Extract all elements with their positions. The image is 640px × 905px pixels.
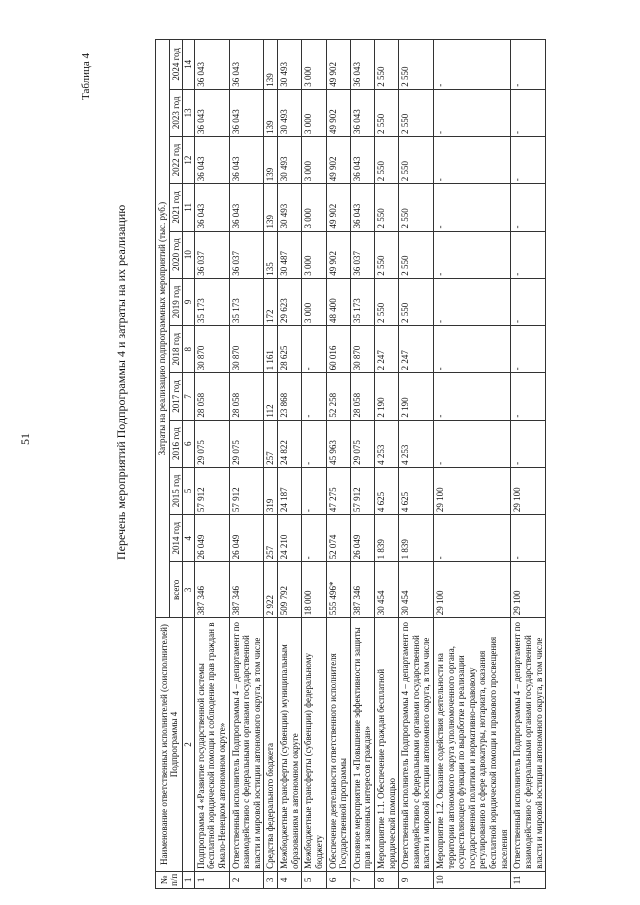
row-year-value: 319: [264, 467, 278, 514]
row-year-value: -: [434, 278, 511, 325]
row-total: 387 346: [194, 562, 229, 618]
row-year-value: 4 625: [374, 467, 398, 514]
header-year: 2016 год: [169, 420, 183, 467]
row-year-value: 29 100: [511, 467, 546, 514]
row-year-value: -: [511, 136, 546, 183]
row-year-value: -: [511, 89, 546, 136]
row-year-value: 28 625: [278, 326, 302, 373]
row-year-value: 29 075: [229, 420, 264, 467]
row-year-value: 29 100: [434, 467, 511, 514]
measures-table: [155, 39, 546, 889]
row-year-value: 35 173: [350, 278, 374, 325]
row-year-value: -: [434, 326, 511, 373]
row-total: 509 792: [278, 562, 302, 618]
row-year-value: -: [302, 326, 326, 373]
row-number: 4: [278, 871, 302, 888]
column-index: 13: [183, 89, 195, 136]
table-row: [264, 40, 278, 889]
row-year-value: 2 550: [399, 40, 434, 90]
table-row: [302, 40, 326, 889]
row-year-value: -: [434, 184, 511, 231]
row-year-value: 2 550: [399, 231, 434, 278]
row-year-value: 36 043: [194, 184, 229, 231]
column-index: 4: [183, 515, 195, 562]
row-name: Мероприятие 1.2. Оказание содействия деятельности на территории автономного округа уполномоченного органа, осуществляющего функции по выработке и реализации государственной политики и нормативно-правовому регулированию в сфере адвокатуры, нотариата, оказания бесплатной юридической помощи и правового просвещения населения: [434, 618, 511, 872]
row-year-value: 2 550: [399, 278, 434, 325]
header-total: всего: [169, 562, 183, 618]
row-year-value: 36 037: [194, 231, 229, 278]
table-row: [434, 40, 511, 889]
row-year-value: -: [511, 373, 546, 420]
row-year-value: -: [302, 420, 326, 467]
row-year-value: -: [511, 326, 546, 373]
row-year-value: 139: [264, 184, 278, 231]
column-index: 5: [183, 467, 195, 514]
header-row-1: [156, 40, 170, 889]
header-year: 2023 год: [169, 89, 183, 136]
row-year-value: 57 912: [350, 467, 374, 514]
row-year-value: 36 043: [350, 89, 374, 136]
page-number: 51: [18, 433, 32, 445]
row-number: 11: [511, 871, 546, 888]
row-total: 18 000: [302, 562, 326, 618]
row-year-value: 36 043: [350, 136, 374, 183]
row-year-value: 57 912: [229, 467, 264, 514]
row-number: 9: [399, 871, 434, 888]
row-year-value: 2 550: [374, 89, 398, 136]
column-index: 2: [183, 618, 195, 872]
row-year-value: 60 016: [326, 326, 350, 373]
row-name: Основное мероприятие 1 «Повышение эффективности защиты прав и законных интересов граждан»: [350, 618, 374, 872]
rotated-table-container: [155, 39, 555, 889]
table-row: [278, 40, 302, 889]
row-name: Средства федерального бюджета: [264, 618, 278, 872]
row-year-value: 30 493: [278, 184, 302, 231]
table-row: [350, 40, 374, 889]
row-year-value: 1 839: [374, 515, 398, 562]
table-body: [194, 40, 545, 889]
row-year-value: 2 550: [399, 184, 434, 231]
row-year-value: 24 187: [278, 467, 302, 514]
row-year-value: 4 253: [399, 420, 434, 467]
row-year-value: -: [434, 40, 511, 90]
row-year-value: 52 258: [326, 373, 350, 420]
column-index: 8: [183, 326, 195, 373]
row-name: Межбюджетные трансферты (субвенции) муниципальным образованиям в автономном округе: [278, 618, 302, 872]
row-year-value: 30 870: [194, 326, 229, 373]
row-year-value: 49 902: [326, 231, 350, 278]
row-year-value: 29 075: [350, 420, 374, 467]
row-year-value: 30 870: [229, 326, 264, 373]
row-year-value: 30 870: [350, 326, 374, 373]
header-year: 2019 год: [169, 278, 183, 325]
row-year-value: 1 161: [264, 326, 278, 373]
row-year-value: 2 247: [399, 326, 434, 373]
row-number: 6: [326, 871, 350, 888]
row-year-value: 2 550: [374, 136, 398, 183]
row-year-value: 1 839: [399, 515, 434, 562]
row-year-value: 28 058: [229, 373, 264, 420]
row-year-value: 139: [264, 136, 278, 183]
row-number: 8: [374, 871, 398, 888]
row-year-value: 26 049: [229, 515, 264, 562]
row-year-value: 28 058: [350, 373, 374, 420]
row-year-value: 139: [264, 89, 278, 136]
row-year-value: 3 000: [302, 278, 326, 325]
row-year-value: -: [511, 278, 546, 325]
row-number: 5: [302, 871, 326, 888]
row-name: Подпрограмма 4 «Развитие государственной системы бесплатной юридической помощи и соблюдение прав граждан в Ямало-Ненецком автономном округе»: [194, 618, 229, 872]
header-costs: Затраты на реализацию подпрограммных мероприятий (тыс. руб.): [156, 40, 170, 618]
column-index: 9: [183, 278, 195, 325]
row-year-value: 2 190: [399, 373, 434, 420]
row-year-value: 2 550: [399, 136, 434, 183]
row-year-value: 112: [264, 373, 278, 420]
row-year-value: 29 623: [278, 278, 302, 325]
row-name: Ответственный исполнитель Подпрограммы 4 – департамент по взаимодействию с федеральными органами государственной власти и мировой юстиции автономного округа, в том числе: [511, 618, 546, 872]
row-total: 387 346: [350, 562, 374, 618]
row-year-value: -: [434, 515, 511, 562]
row-year-value: 29 075: [194, 420, 229, 467]
row-total: 387 346: [229, 562, 264, 618]
row-name: Ответственный исполнитель Подпрограммы 4 – департамент по взаимодействию с федеральными органами государственной власти и мировой юстиции автономного округа, в том числе: [399, 618, 434, 872]
row-year-value: 49 902: [326, 184, 350, 231]
row-number: 1: [194, 871, 229, 888]
table-row: [511, 40, 546, 889]
row-year-value: 4 625: [399, 467, 434, 514]
row-year-value: 4 253: [374, 420, 398, 467]
row-year-value: 52 074: [326, 515, 350, 562]
row-year-value: -: [511, 231, 546, 278]
row-year-value: 36 043: [350, 40, 374, 90]
row-number: 10: [434, 871, 511, 888]
column-index: 6: [183, 420, 195, 467]
row-year-value: 49 902: [326, 40, 350, 90]
row-total: 555 496*: [326, 562, 350, 618]
row-year-value: -: [302, 373, 326, 420]
header-year: 2015 год: [169, 467, 183, 514]
row-total: 30 454: [374, 562, 398, 618]
row-year-value: 24 822: [278, 420, 302, 467]
row-year-value: 36 037: [350, 231, 374, 278]
row-year-value: 2 550: [374, 184, 398, 231]
row-number: 7: [350, 871, 374, 888]
table-row: [194, 40, 229, 889]
row-year-value: 3 000: [302, 40, 326, 90]
row-year-value: 36 037: [229, 231, 264, 278]
row-year-value: 2 550: [399, 89, 434, 136]
row-year-value: 36 043: [229, 40, 264, 90]
row-year-value: 139: [264, 40, 278, 90]
row-year-value: 57 912: [194, 467, 229, 514]
row-year-value: -: [434, 373, 511, 420]
column-index: 3: [183, 562, 195, 618]
row-year-value: 28 058: [194, 373, 229, 420]
row-year-value: 24 210: [278, 515, 302, 562]
row-year-value: -: [511, 420, 546, 467]
row-year-value: 2 550: [374, 278, 398, 325]
header-year: 2018 год: [169, 326, 183, 373]
column-index: 12: [183, 136, 195, 183]
row-year-value: 36 043: [194, 89, 229, 136]
row-year-value: 2 190: [374, 373, 398, 420]
row-year-value: 30 493: [278, 89, 302, 136]
row-year-value: 30 493: [278, 40, 302, 90]
row-year-value: 36 043: [194, 40, 229, 90]
row-year-value: 257: [264, 515, 278, 562]
header-year: 2020 год: [169, 231, 183, 278]
table-row: [326, 40, 350, 889]
header-year: 2024 год: [169, 40, 183, 90]
row-total: 2 922: [264, 562, 278, 618]
row-year-value: 45 963: [326, 420, 350, 467]
row-year-value: -: [302, 467, 326, 514]
table-label: Таблица 4: [80, 52, 92, 100]
row-total: 29 100: [511, 562, 546, 618]
row-total: 30 454: [399, 562, 434, 618]
row-year-value: 30 487: [278, 231, 302, 278]
row-year-value: 36 043: [194, 136, 229, 183]
row-year-value: 36 043: [229, 136, 264, 183]
table-row: [399, 40, 434, 889]
row-year-value: -: [434, 420, 511, 467]
row-year-value: 3 000: [302, 136, 326, 183]
row-year-value: 35 173: [229, 278, 264, 325]
row-year-value: 2 247: [374, 326, 398, 373]
row-year-value: 172: [264, 278, 278, 325]
column-index: 7: [183, 373, 195, 420]
row-year-value: 36 043: [229, 184, 264, 231]
row-year-value: 2 550: [374, 40, 398, 90]
row-year-value: 49 902: [326, 89, 350, 136]
row-year-value: -: [434, 231, 511, 278]
row-total: 29 100: [434, 562, 511, 618]
row-name: Ответственный исполнитель Подпрограммы 4 – департамент по взаимодействию с федеральными органами государственной власти и мировой юстиции автономного округа, в том числе: [229, 618, 264, 872]
row-year-value: 2 550: [374, 231, 398, 278]
row-year-value: 23 868: [278, 373, 302, 420]
row-year-value: 36 043: [350, 184, 374, 231]
column-index: 11: [183, 184, 195, 231]
row-year-value: 35 173: [194, 278, 229, 325]
row-year-value: 36 043: [229, 89, 264, 136]
row-year-value: 26 049: [194, 515, 229, 562]
row-year-value: -: [434, 89, 511, 136]
row-number: 3: [264, 871, 278, 888]
row-year-value: 26 049: [350, 515, 374, 562]
row-name: Межбюджетные трансферты (субвенции) федеральному бюджету: [302, 618, 326, 872]
row-year-value: 48 400: [326, 278, 350, 325]
row-name: Мероприятие 1.1. Обеспечение граждан бесплатной юридической помощью: [374, 618, 398, 872]
table-row: [229, 40, 264, 889]
table-row: [374, 40, 398, 889]
row-year-value: -: [511, 515, 546, 562]
row-year-value: 257: [264, 420, 278, 467]
row-year-value: 3 000: [302, 184, 326, 231]
row-number: 2: [229, 871, 264, 888]
header-name: Наименование ответственных исполнителей (соисполнителей) Подпрограммы 4: [156, 618, 183, 872]
row-year-value: 30 493: [278, 136, 302, 183]
header-year: 2022 год: [169, 136, 183, 183]
page-title: Перечень мероприятий Подпрограммы 4 и затраты на их реализацию: [114, 204, 128, 560]
row-year-value: 47 275: [326, 467, 350, 514]
row-year-value: -: [511, 40, 546, 90]
column-index: 10: [183, 231, 195, 278]
column-index: 14: [183, 40, 195, 90]
header-year: 2014 год: [169, 515, 183, 562]
row-year-value: 3 000: [302, 231, 326, 278]
header-year: 2017 год: [169, 373, 183, 420]
row-year-value: 135: [264, 231, 278, 278]
header-year: 2021 год: [169, 184, 183, 231]
row-year-value: -: [511, 184, 546, 231]
column-index-row: [183, 40, 195, 889]
row-year-value: 3 000: [302, 89, 326, 136]
header-number: № п/п: [156, 871, 183, 888]
row-name: Обеспечение деятельности ответственного исполнителя Государственной программы: [326, 618, 350, 872]
row-year-value: -: [302, 515, 326, 562]
column-index: 1: [183, 871, 195, 888]
row-year-value: -: [434, 136, 511, 183]
row-year-value: 49 902: [326, 136, 350, 183]
